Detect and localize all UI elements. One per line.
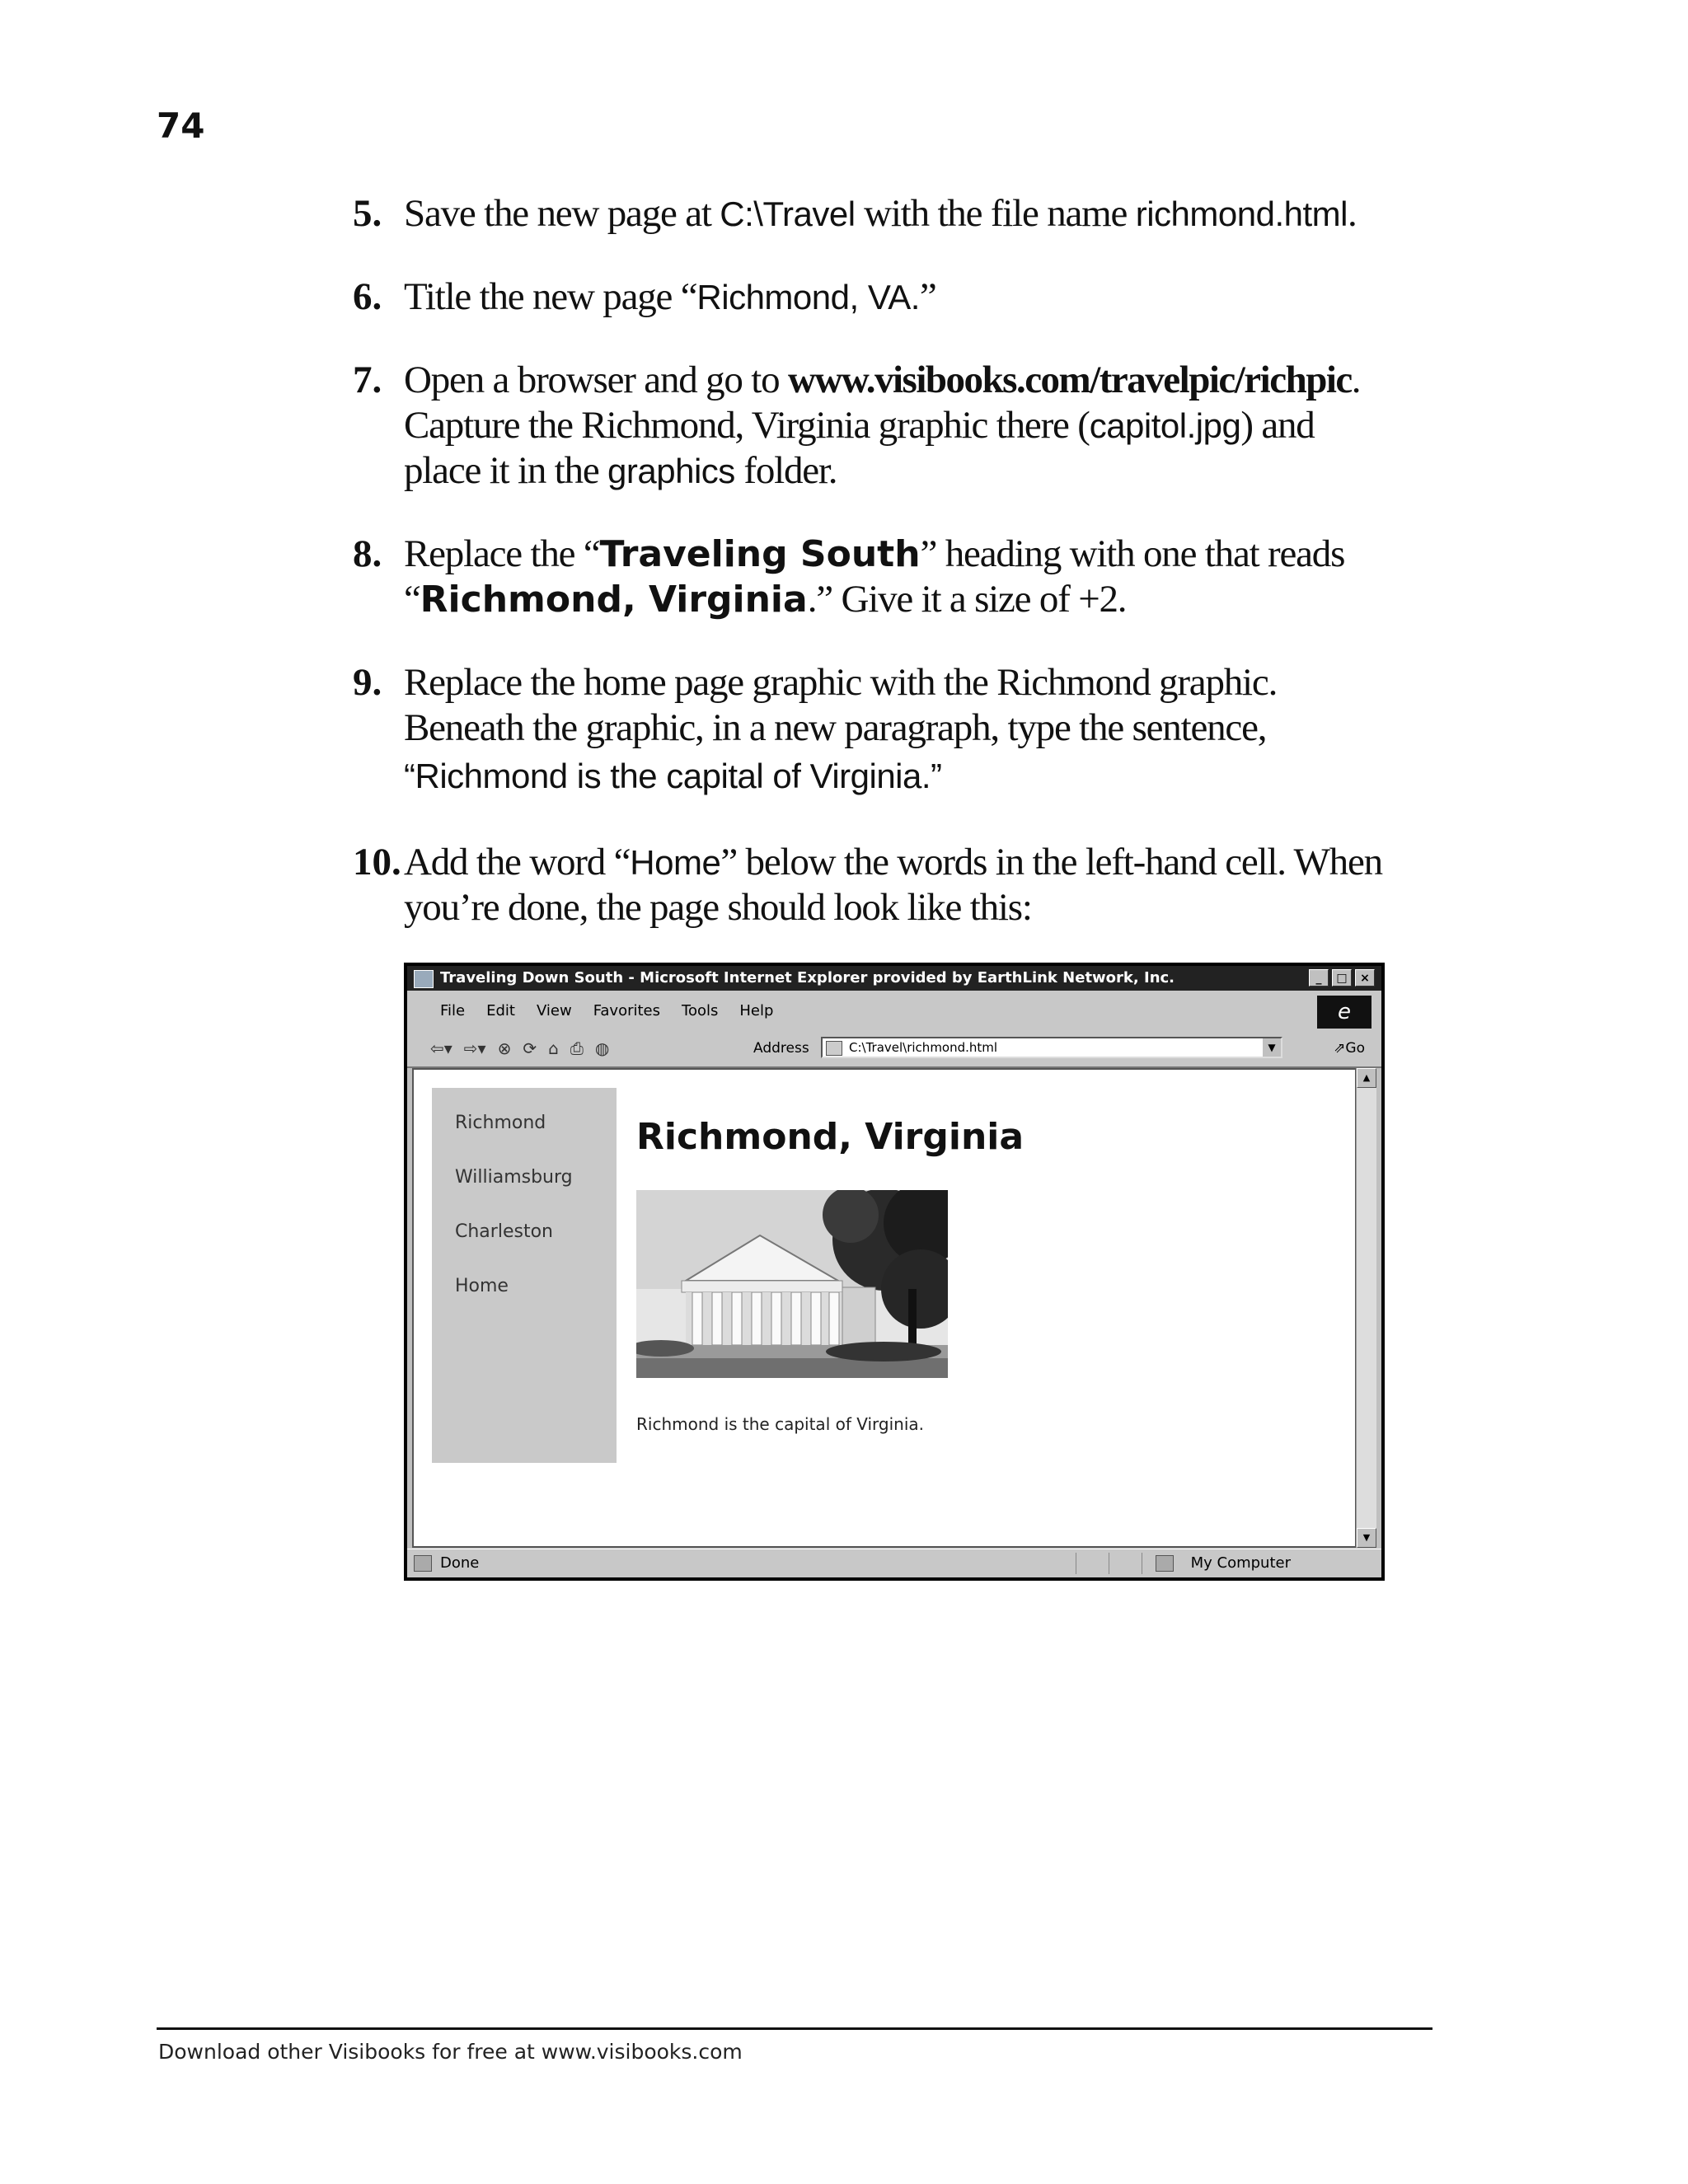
status-bar bbox=[407, 1549, 1381, 1577]
step-text: Open a browser and go to bbox=[404, 359, 788, 401]
left-nav-cell bbox=[432, 1088, 617, 1463]
file-name: capitol.jpg bbox=[1089, 406, 1241, 445]
step-text: . bbox=[1348, 192, 1357, 235]
step-number: 5. bbox=[353, 192, 382, 235]
instruction-steps bbox=[353, 191, 1449, 968]
url-link[interactable]: www.visibooks.com/travelpic/richpic bbox=[787, 359, 1352, 401]
menu-help[interactable]: Help bbox=[739, 1002, 774, 1019]
step-text: ” bbox=[919, 275, 936, 318]
folder-path: C:\Travel bbox=[720, 194, 856, 233]
step-6 bbox=[353, 274, 1449, 320]
step-text: Beneath the graphic, in a new paragraph, type the sentence, bbox=[404, 706, 1267, 749]
step-text: . bbox=[1351, 359, 1361, 401]
page-icon bbox=[826, 1041, 842, 1056]
refresh-icon[interactable]: ⟳ bbox=[523, 1038, 537, 1058]
nav-link-home[interactable]: Home bbox=[455, 1276, 509, 1296]
step-text: with the file name bbox=[855, 192, 1136, 235]
stop-icon[interactable]: ⊗ bbox=[497, 1038, 512, 1058]
go-arrow-icon: ⇗ bbox=[1334, 1040, 1346, 1057]
old-heading: Traveling South bbox=[599, 533, 921, 575]
footer-text: Download other Visibooks for free at www.visibooks.com bbox=[158, 2040, 743, 2064]
photo-caption: Richmond is the capital of Virginia. bbox=[636, 1414, 925, 1434]
step-text: Add the word “ bbox=[404, 841, 631, 883]
menu-file[interactable]: File bbox=[440, 1002, 466, 1019]
security-zone: My Computer bbox=[1190, 1554, 1291, 1572]
page-done-icon bbox=[414, 1555, 432, 1572]
step-10 bbox=[353, 840, 1449, 930]
nav-link-williamsburg[interactable]: Williamsburg bbox=[455, 1167, 573, 1188]
file-name: richmond.html bbox=[1135, 194, 1348, 233]
step-text: Replace the “ bbox=[404, 532, 600, 575]
step-number: 10. bbox=[353, 841, 401, 883]
home-icon[interactable]: ⌂ bbox=[548, 1038, 559, 1058]
address-label: Address bbox=[753, 1040, 809, 1057]
scroll-down-icon[interactable]: ▼ bbox=[1357, 1528, 1376, 1548]
vertical-scrollbar[interactable] bbox=[1356, 1068, 1376, 1548]
back-icon[interactable]: ⇦▾ bbox=[430, 1038, 452, 1058]
page-title-value: Richmond, VA. bbox=[696, 278, 920, 316]
step-5 bbox=[353, 191, 1449, 237]
sentence-to-type: “Richmond is the capital of Virginia.” bbox=[404, 757, 942, 795]
menu-tools[interactable]: Tools bbox=[682, 1002, 719, 1019]
nav-link-charleston[interactable]: Charleston bbox=[455, 1221, 553, 1242]
menu-view[interactable]: View bbox=[536, 1002, 572, 1019]
page-heading: Richmond, Virginia bbox=[636, 1116, 1025, 1158]
title-bar bbox=[407, 966, 1381, 991]
nav-link-richmond[interactable]: Richmond bbox=[455, 1113, 546, 1133]
step-text: ) and bbox=[1240, 404, 1315, 447]
step-text: Save the new page at bbox=[404, 192, 720, 235]
scroll-up-icon[interactable]: ▲ bbox=[1357, 1068, 1376, 1088]
step-8 bbox=[353, 532, 1449, 622]
footer-divider bbox=[157, 2027, 1432, 2030]
step-number: 6. bbox=[353, 275, 382, 318]
capitol-photo bbox=[636, 1190, 948, 1378]
ie-logo-icon: e bbox=[1317, 996, 1372, 1029]
step-text: place it in the bbox=[404, 449, 608, 492]
forward-icon[interactable]: ⇨▾ bbox=[463, 1038, 486, 1058]
folder-name: graphics bbox=[607, 452, 735, 490]
step-number: 7. bbox=[353, 359, 382, 401]
step-text: “ bbox=[404, 578, 420, 621]
new-heading: Richmond, Virginia bbox=[420, 579, 808, 621]
step-text: ” heading with one that reads bbox=[920, 532, 1345, 575]
step-text: ” below the words in the left-hand cell. When bbox=[720, 841, 1382, 883]
menu-favorites[interactable]: Favorites bbox=[593, 1002, 661, 1019]
step-text: Title the new page “ bbox=[404, 275, 697, 318]
globe-icon[interactable]: ◍ bbox=[594, 1038, 610, 1058]
menu-edit[interactable]: Edit bbox=[486, 1002, 515, 1019]
browser-screenshot bbox=[404, 963, 1385, 1581]
step-7 bbox=[353, 358, 1449, 494]
computer-icon bbox=[1156, 1555, 1174, 1572]
minimize-button[interactable]: _ bbox=[1309, 969, 1329, 987]
step-text: Capture the Richmond, Virginia graphic there ( bbox=[404, 404, 1090, 447]
menu-bar bbox=[407, 991, 1381, 1031]
step-number: 8. bbox=[353, 532, 382, 575]
maximize-button[interactable]: □ bbox=[1332, 969, 1352, 987]
page-number: 74 bbox=[157, 105, 205, 146]
step-number: 9. bbox=[353, 661, 382, 704]
step-text: .” Give it a size of +2. bbox=[807, 578, 1127, 621]
close-button[interactable]: × bbox=[1355, 969, 1375, 987]
web-page-content bbox=[412, 1068, 1357, 1548]
step-text: folder. bbox=[734, 449, 837, 492]
step-9 bbox=[353, 660, 1449, 802]
go-label: Go bbox=[1345, 1040, 1365, 1057]
home-word: Home bbox=[630, 843, 721, 882]
window-title: Traveling Down South - Microsoft Internet Explorer provided by EarthLink Network, Inc. bbox=[440, 969, 1175, 987]
chevron-down-icon[interactable]: ▼ bbox=[1263, 1038, 1281, 1057]
address-field[interactable] bbox=[821, 1037, 1282, 1058]
step-text: you’re done, the page should look like this: bbox=[404, 886, 1032, 929]
status-text: Done bbox=[440, 1554, 480, 1572]
toolbar bbox=[407, 1030, 1381, 1068]
address-value: C:\Travel\richmond.html bbox=[849, 1040, 998, 1055]
step-text: Replace the home page graphic with the Richmond graphic. bbox=[404, 661, 1278, 704]
print-icon[interactable]: ⎙ bbox=[570, 1038, 584, 1058]
go-button[interactable] bbox=[1334, 1040, 1365, 1057]
ie-icon bbox=[414, 970, 434, 988]
